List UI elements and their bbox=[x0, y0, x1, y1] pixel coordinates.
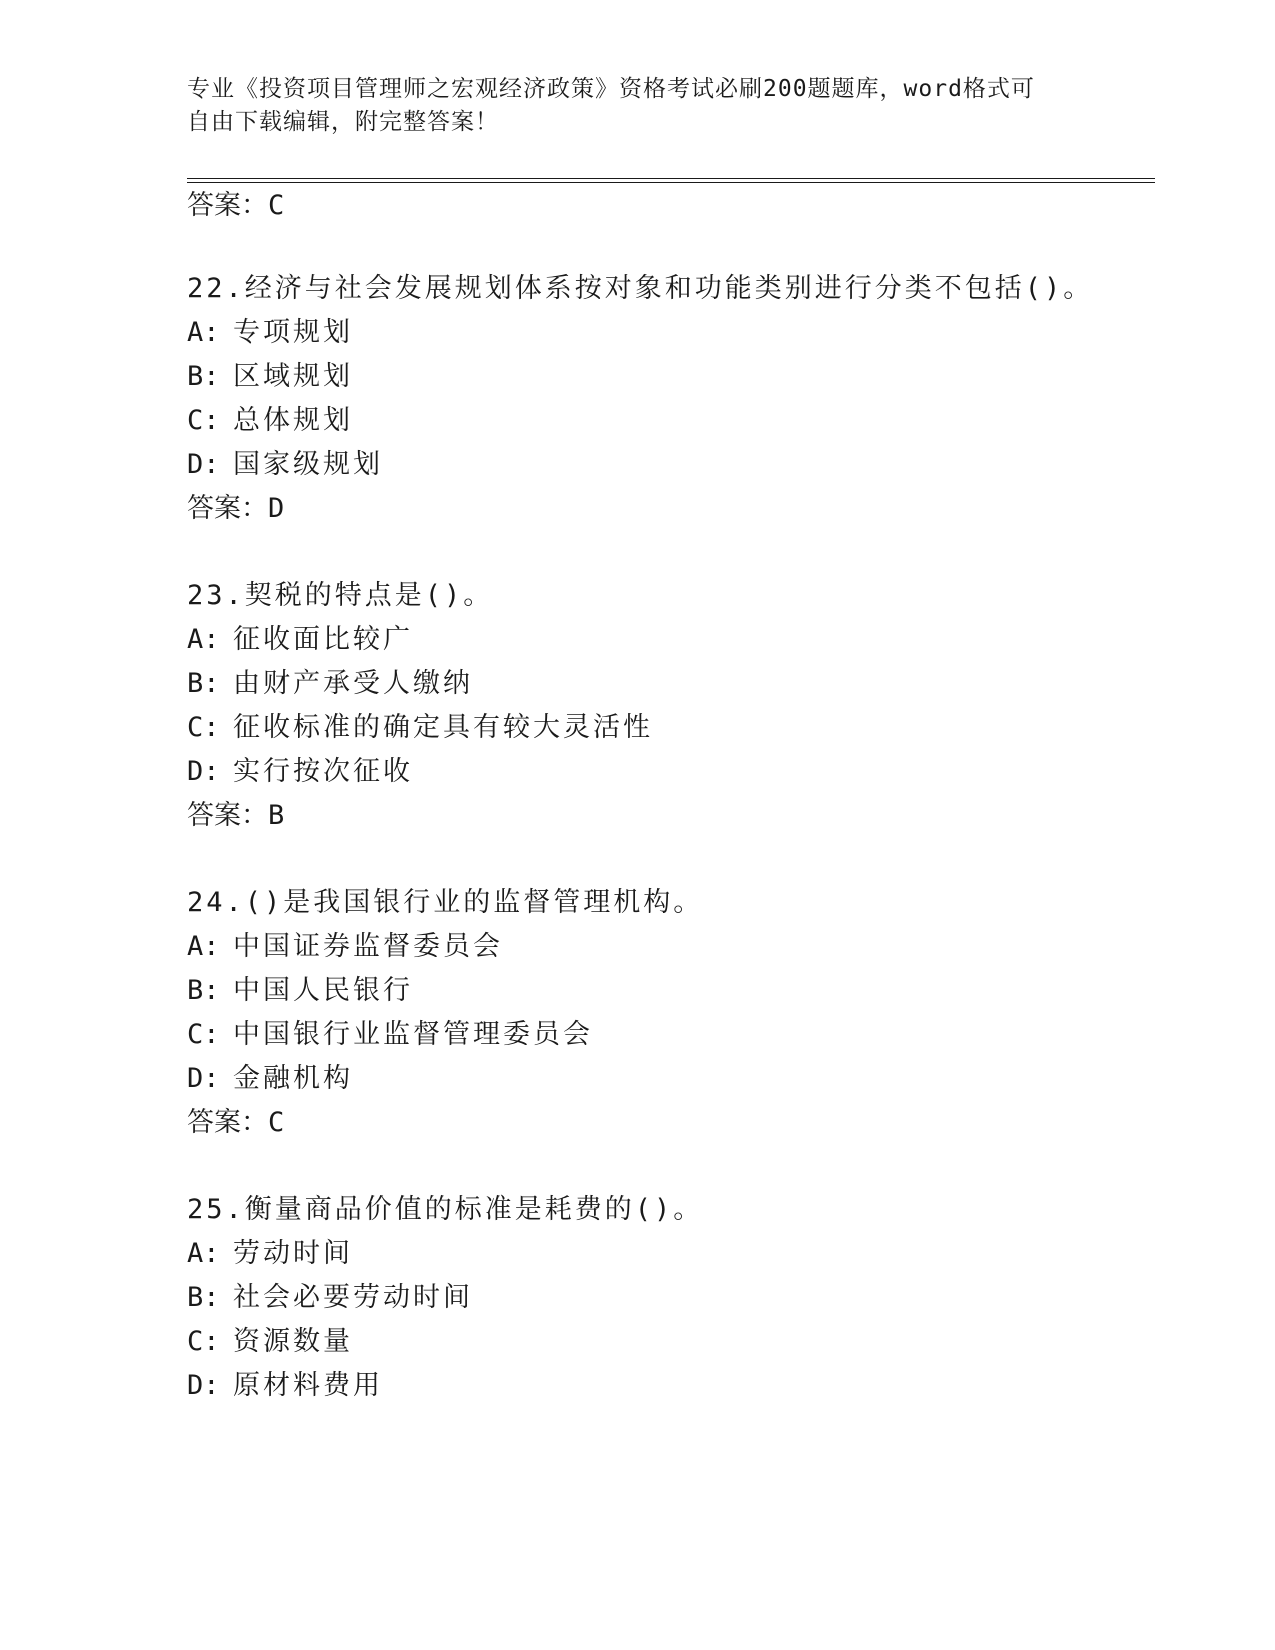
option-text: 中国证券监督委员会 bbox=[233, 931, 503, 962]
option-c bbox=[187, 1324, 353, 1360]
option-d bbox=[187, 447, 383, 483]
document-header bbox=[187, 73, 1087, 139]
option-letter: B: bbox=[187, 668, 220, 699]
option-text: 劳动时间 bbox=[233, 1238, 353, 1269]
option-b bbox=[187, 666, 473, 702]
option-letter: C: bbox=[187, 1326, 220, 1357]
header-line-2: 自由下载编辑，附完整答案！ bbox=[187, 109, 499, 135]
option-text: 金融机构 bbox=[233, 1063, 353, 1094]
option-letter: B: bbox=[187, 1282, 220, 1313]
option-d bbox=[187, 1368, 383, 1404]
option-letter: A: bbox=[187, 931, 220, 962]
option-text: 国家级规划 bbox=[233, 449, 383, 480]
header-line-1: 专业《投资项目管理师之宏观经济政策》资格考试必刷200题题库，word格式可 bbox=[187, 76, 1035, 102]
option-letter: C: bbox=[187, 712, 220, 743]
answer-line: 答案：D bbox=[187, 493, 285, 524]
option-c bbox=[187, 403, 353, 439]
option-letter: A: bbox=[187, 624, 220, 655]
option-letter: D: bbox=[187, 449, 220, 480]
option-letter: D: bbox=[187, 1370, 220, 1401]
option-letter: D: bbox=[187, 1063, 220, 1094]
option-text: 中国人民银行 bbox=[233, 975, 413, 1006]
option-b bbox=[187, 359, 353, 395]
option-text: 原材料费用 bbox=[233, 1370, 383, 1401]
answer-line: 答案：C bbox=[187, 1107, 285, 1138]
option-d bbox=[187, 1061, 353, 1097]
option-a bbox=[187, 929, 503, 965]
option-b bbox=[187, 1280, 473, 1316]
question-stem: 24.()是我国银行业的监督管理机构。 bbox=[187, 887, 704, 918]
option-text: 中国银行业监督管理委员会 bbox=[233, 1019, 593, 1050]
option-letter: A: bbox=[187, 1238, 220, 1269]
option-letter: A: bbox=[187, 317, 220, 348]
answer-line: 答案：C bbox=[187, 190, 285, 221]
option-letter: D: bbox=[187, 756, 220, 787]
option-text: 征收面比较广 bbox=[233, 624, 413, 655]
option-letter: C: bbox=[187, 405, 220, 436]
option-text: 实行按次征收 bbox=[233, 756, 413, 787]
option-a bbox=[187, 622, 413, 658]
option-letter: B: bbox=[187, 361, 220, 392]
option-text: 区域规划 bbox=[233, 361, 353, 392]
option-d bbox=[187, 754, 413, 790]
option-letter: C: bbox=[187, 1019, 220, 1050]
option-text: 征收标准的确定具有较大灵活性 bbox=[233, 712, 653, 743]
option-a bbox=[187, 315, 353, 351]
option-text: 专项规划 bbox=[233, 317, 353, 348]
option-text: 资源数量 bbox=[233, 1326, 353, 1357]
option-letter: B: bbox=[187, 975, 220, 1006]
option-text: 社会必要劳动时间 bbox=[233, 1282, 473, 1313]
question-stem: 23.契税的特点是()。 bbox=[187, 580, 494, 611]
question-stem: 22.经济与社会发展规划体系按对象和功能类别进行分类不包括()。 bbox=[187, 273, 1094, 304]
option-b bbox=[187, 973, 413, 1009]
option-a bbox=[187, 1236, 353, 1272]
header-divider bbox=[187, 178, 1155, 183]
answer-line: 答案：B bbox=[187, 800, 285, 831]
question-stem: 25.衡量商品价值的标准是耗费的()。 bbox=[187, 1194, 704, 1225]
option-text: 由财产承受人缴纳 bbox=[233, 668, 473, 699]
option-c bbox=[187, 710, 653, 746]
option-text: 总体规划 bbox=[233, 405, 353, 436]
option-c bbox=[187, 1017, 593, 1053]
